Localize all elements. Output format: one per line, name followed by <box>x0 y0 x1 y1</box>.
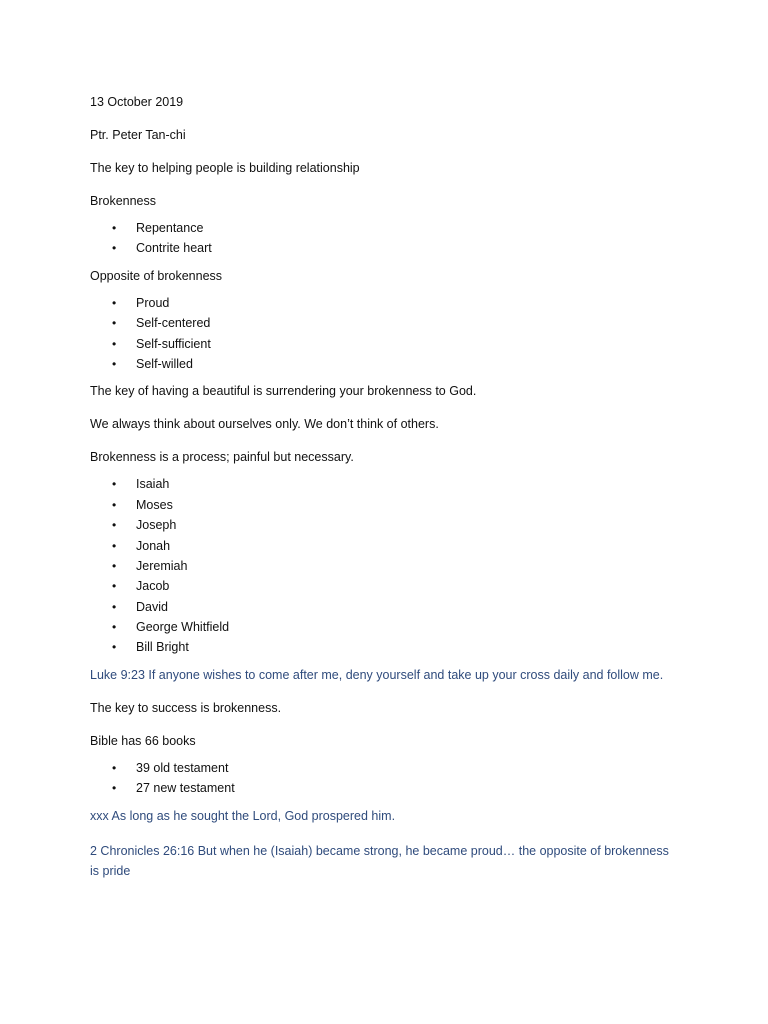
list-item <box>90 293 690 313</box>
list-item <box>90 576 690 596</box>
luke-verse: Luke 9:23 If anyone wishes to come after me, deny yourself and take up your cross daily and follow me. <box>90 667 664 682</box>
people-list <box>90 474 690 658</box>
list-item-text: David <box>136 599 168 614</box>
bullet-icon: • <box>112 316 117 331</box>
list-item <box>90 778 690 798</box>
list-item <box>90 758 690 778</box>
list-item-text: Isaiah <box>136 477 170 492</box>
list-item-text: 39 old testament <box>136 760 229 775</box>
key-beautiful-line: The key of having a beautiful is surrendering your brokenness to God. <box>90 384 477 399</box>
opposite-list <box>90 293 690 375</box>
bullet-icon: • <box>112 760 117 775</box>
list-item <box>90 536 690 556</box>
list-item <box>90 495 690 515</box>
list-item <box>90 637 690 657</box>
list-item <box>90 474 690 494</box>
list-item-text: Jonah <box>136 538 171 553</box>
chronicles-verse: 2 Chronicles 26:16 But when he (Isaiah) became strong, he became proud… the opposite of brokenness is pride <box>90 843 669 878</box>
list-item-text: 27 new testament <box>136 781 235 796</box>
bullet-icon: • <box>112 356 117 371</box>
list-item <box>90 617 690 637</box>
list-item-text: Self-centered <box>136 316 211 331</box>
bullet-icon: • <box>112 558 117 573</box>
key-helping-line: The key to helping people is building relationship <box>90 161 360 175</box>
bullet-icon: • <box>112 640 117 655</box>
list-item <box>90 597 690 617</box>
bullet-icon: • <box>112 579 117 594</box>
list-item-text: George Whitfield <box>136 620 230 635</box>
list-item-text: Jacob <box>136 579 170 594</box>
brokenness-heading: Brokenness <box>90 194 157 208</box>
list-item-text: Proud <box>136 295 170 310</box>
list-item <box>90 334 690 354</box>
ourselves-line: We always think about ourselves only. We don’t think of others. <box>90 417 439 432</box>
list-item <box>90 218 690 238</box>
brokenness-list <box>90 218 690 259</box>
date-line: 13 October 2019 <box>90 95 184 109</box>
bullet-icon: • <box>112 781 117 796</box>
bible-list <box>90 758 690 799</box>
list-item-text: Moses <box>136 497 173 512</box>
list-item <box>90 238 690 258</box>
bullet-icon: • <box>112 477 117 492</box>
list-item-text: Contrite heart <box>136 241 212 256</box>
list-item-text: Self-willed <box>136 356 193 371</box>
bullet-icon: • <box>112 221 117 235</box>
bullet-icon: • <box>112 599 117 614</box>
list-item <box>90 313 690 333</box>
xxx-verse: xxx As long as he sought the Lord, God prospered him. <box>90 808 396 823</box>
list-item <box>90 354 690 374</box>
list-item-text: Self-sufficient <box>136 336 211 351</box>
bullet-icon: • <box>112 336 117 351</box>
list-item <box>90 515 690 535</box>
bullet-icon: • <box>112 497 117 512</box>
bullet-icon: • <box>112 518 117 533</box>
list-item <box>90 556 690 576</box>
success-line: The key to success is brokenness. <box>90 700 282 715</box>
bible-line: Bible has 66 books <box>90 733 196 748</box>
bullet-icon: • <box>112 295 117 310</box>
process-line: Brokenness is a process; painful but necessary. <box>90 450 354 465</box>
bullet-icon: • <box>112 241 117 256</box>
bullet-icon: • <box>112 538 117 553</box>
list-item-text: Jeremiah <box>136 558 188 573</box>
list-item-text: Joseph <box>136 518 177 533</box>
opposite-heading: Opposite of brokenness <box>90 268 223 283</box>
bullet-icon: • <box>112 620 117 635</box>
list-item-text: Repentance <box>136 221 204 235</box>
speaker-line: Ptr. Peter Tan-chi <box>90 128 186 142</box>
document-page <box>90 94 690 881</box>
list-item-text: Bill Bright <box>136 640 189 655</box>
